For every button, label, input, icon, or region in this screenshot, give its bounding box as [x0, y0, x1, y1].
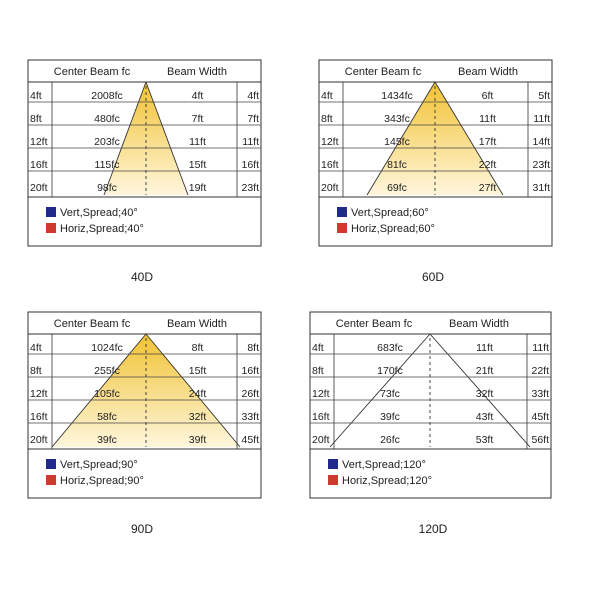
- row-center-fc: 98fc: [97, 182, 117, 194]
- row-beam-width: 15ft: [188, 159, 207, 171]
- row-beam-width: 32ft: [475, 388, 494, 400]
- horiz-swatch-icon: [46, 475, 56, 485]
- header-center-beam: Center Beam fc: [335, 318, 413, 330]
- header-beam-width: Beam Width: [458, 66, 518, 78]
- row-distance: 16ft: [321, 159, 339, 171]
- row-center-fc: 480fc: [94, 113, 120, 125]
- row-distance: 20ft: [30, 434, 48, 446]
- row-center-fc: 115fc: [94, 159, 120, 171]
- vert-swatch-icon: [328, 459, 338, 469]
- vert-swatch-icon: [337, 207, 347, 217]
- legend-horiz: Horiz,Spread;60°: [351, 223, 435, 235]
- row-beam-width: 39ft: [188, 434, 207, 446]
- row-beam-width: 24ft: [188, 388, 207, 400]
- row-horiz-width: 7ft: [247, 113, 259, 125]
- row-beam-width: 22ft: [478, 159, 497, 171]
- row-horiz-width: 11ft: [533, 113, 550, 125]
- row-distance: 12ft: [312, 388, 330, 400]
- row-center-fc: 26fc: [380, 434, 400, 446]
- row-center-fc: 73fc: [380, 388, 400, 400]
- row-center-fc: 343fc: [384, 113, 410, 125]
- row-distance: 4ft: [312, 342, 324, 354]
- row-center-fc: 683fc: [377, 342, 403, 354]
- row-horiz-width: 31ft: [532, 182, 550, 194]
- row-center-fc: 1434fc: [381, 90, 413, 102]
- row-horiz-width: 11ft: [532, 342, 549, 354]
- row-distance: 16ft: [30, 411, 48, 423]
- row-center-fc: 39fc: [380, 411, 400, 423]
- panel-caption: 40D: [130, 270, 154, 284]
- legend-horiz: Horiz,Spread;120°: [342, 475, 433, 487]
- row-beam-width: 11ft: [476, 342, 493, 354]
- row-distance: 20ft: [30, 182, 48, 194]
- row-distance: 4ft: [30, 342, 42, 354]
- panel-caption: 120D: [418, 522, 448, 536]
- header-center-beam: Center Beam fc: [53, 66, 131, 78]
- row-distance: 16ft: [312, 411, 330, 423]
- row-beam-width: 17ft: [478, 136, 497, 148]
- legend-vert: Vert,Spread;120°: [342, 459, 426, 471]
- row-horiz-width: 45ft: [531, 411, 549, 423]
- row-center-fc: 69fc: [387, 182, 407, 194]
- row-distance: 12ft: [30, 388, 48, 400]
- row-horiz-width: 22ft: [531, 365, 549, 377]
- row-beam-width: 15ft: [188, 365, 207, 377]
- row-distance: 20ft: [312, 434, 330, 446]
- row-horiz-width: 26ft: [241, 388, 259, 400]
- row-horiz-width: 16ft: [241, 365, 259, 377]
- horiz-swatch-icon: [337, 223, 347, 233]
- panel-40d: [28, 60, 261, 284]
- row-center-fc: 81fc: [387, 159, 407, 171]
- row-horiz-width: 4ft: [247, 90, 259, 102]
- row-beam-width: 27ft: [478, 182, 497, 194]
- legend-vert: Vert,Spread;90°: [60, 459, 138, 471]
- row-horiz-width: 45ft: [241, 434, 259, 446]
- header-beam-width: Beam Width: [167, 66, 227, 78]
- row-distance: 12ft: [321, 136, 339, 148]
- row-beam-width: 11ft: [479, 113, 496, 125]
- legend-horiz: Horiz,Spread;40°: [60, 223, 144, 235]
- row-horiz-width: 23ft: [241, 182, 259, 194]
- vert-swatch-icon: [46, 207, 56, 217]
- header-beam-width: Beam Width: [449, 318, 509, 330]
- row-horiz-width: 16ft: [241, 159, 259, 171]
- header-center-beam: Center Beam fc: [344, 66, 422, 78]
- legend-horiz: Horiz,Spread;90°: [60, 475, 144, 487]
- row-beam-width: 19ft: [188, 182, 207, 194]
- row-horiz-width: 33ft: [241, 411, 259, 423]
- header-beam-width: Beam Width: [167, 318, 227, 330]
- row-beam-width: 11ft: [189, 136, 206, 148]
- row-beam-width: 4ft: [191, 90, 204, 102]
- row-horiz-width: 23ft: [532, 159, 550, 171]
- row-center-fc: 2008fc: [91, 90, 123, 102]
- row-beam-width: 6ft: [481, 90, 494, 102]
- row-distance: 20ft: [321, 182, 339, 194]
- row-horiz-width: 5ft: [538, 90, 550, 102]
- panel-60d: [319, 60, 552, 284]
- horiz-swatch-icon: [46, 223, 56, 233]
- row-beam-width: 8ft: [191, 342, 204, 354]
- row-center-fc: 145fc: [384, 136, 410, 148]
- legend-vert: Vert,Spread;60°: [351, 207, 429, 219]
- row-center-fc: 58fc: [97, 411, 117, 423]
- row-beam-width: 32ft: [188, 411, 207, 423]
- horiz-swatch-icon: [328, 475, 338, 485]
- row-horiz-width: 11ft: [242, 136, 259, 148]
- row-center-fc: 105fc: [94, 388, 120, 400]
- row-center-fc: 203fc: [94, 136, 120, 148]
- row-distance: 8ft: [312, 365, 324, 377]
- panel-90d: [28, 312, 261, 536]
- row-beam-width: 43ft: [475, 411, 494, 423]
- row-distance: 12ft: [30, 136, 48, 148]
- legend-vert: Vert,Spread;40°: [60, 207, 138, 219]
- row-center-fc: 170fc: [377, 365, 403, 377]
- panel-caption: 90D: [130, 522, 154, 536]
- row-horiz-width: 56ft: [531, 434, 549, 446]
- vert-swatch-icon: [46, 459, 56, 469]
- row-beam-width: 7ft: [191, 113, 204, 125]
- row-center-fc: 39fc: [97, 434, 117, 446]
- row-distance: 8ft: [30, 113, 42, 125]
- panel-caption: 60D: [421, 270, 445, 284]
- row-center-fc: 1024fc: [91, 342, 123, 354]
- row-distance: 8ft: [321, 113, 333, 125]
- row-horiz-width: 14ft: [532, 136, 550, 148]
- panel-120d: [310, 312, 551, 536]
- row-beam-width: 21ft: [475, 365, 494, 377]
- row-distance: 8ft: [30, 365, 42, 377]
- row-distance: 16ft: [30, 159, 48, 171]
- row-horiz-width: 8ft: [247, 342, 259, 354]
- row-beam-width: 53ft: [475, 434, 494, 446]
- row-distance: 4ft: [30, 90, 42, 102]
- row-horiz-width: 33ft: [531, 388, 549, 400]
- row-distance: 4ft: [321, 90, 333, 102]
- header-center-beam: Center Beam fc: [53, 318, 131, 330]
- row-center-fc: 255fc: [94, 365, 120, 377]
